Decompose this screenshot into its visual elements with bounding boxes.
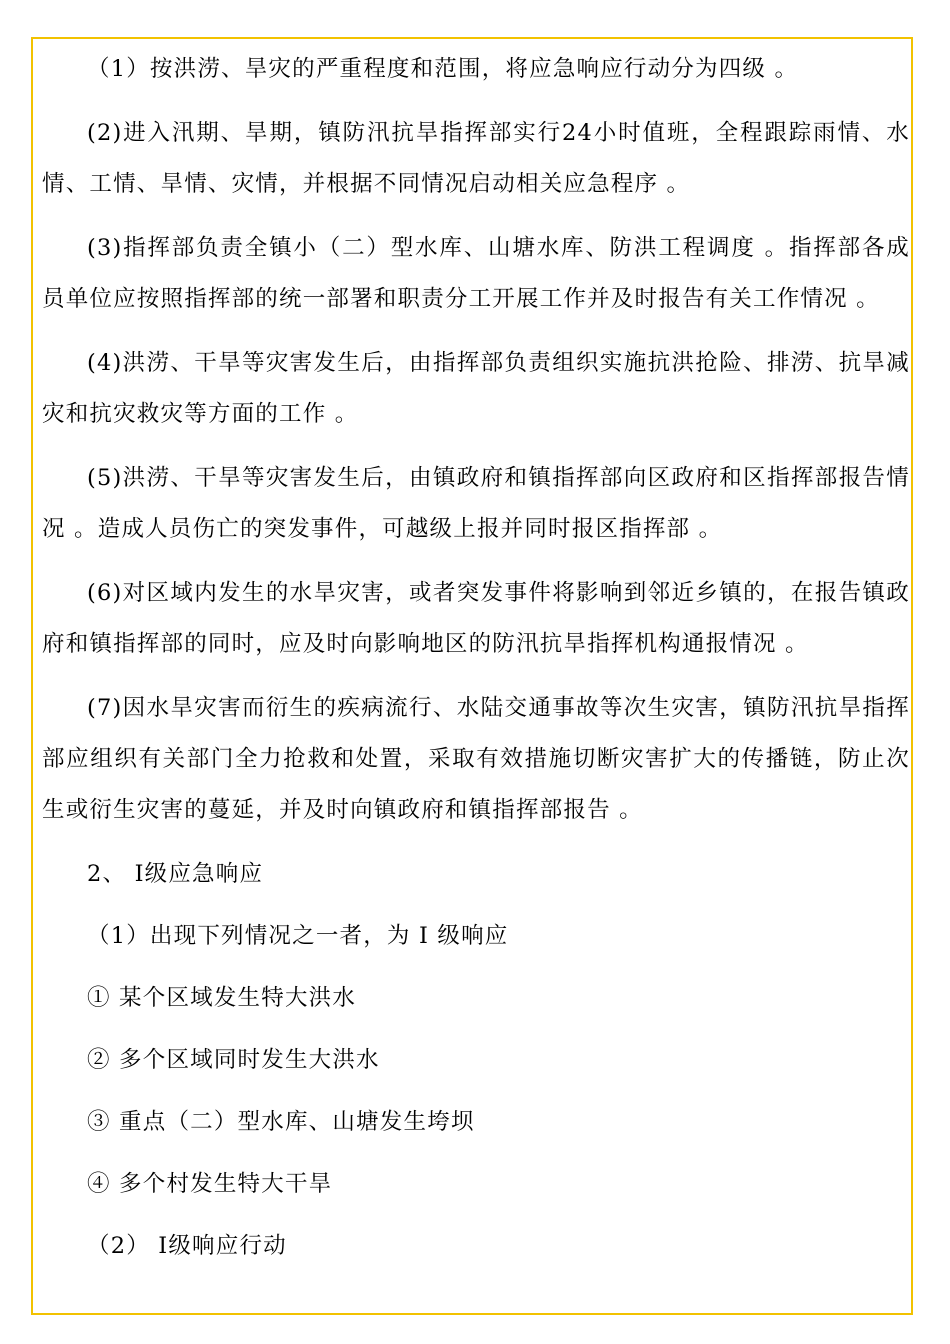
condition-item: ① 某个区域发生特大洪水 xyxy=(87,985,357,1011)
sub-heading-actions: （2） I级响应行动 xyxy=(87,1233,287,1259)
paragraph-7: (7)因水旱灾害而衍生的疾病流行、水陆交通事故等次生灾害，镇防汛抗旱指挥部应组织有关部门全力抢救和处置，采取有效措施切断灾害扩大的传播链，防止次生或衍生灾害的蔓延，并及时向镇政府和镇指挥部报告 。 xyxy=(42,695,910,823)
paragraph-4: (4)洪涝、干旱等灾害发生后，由指挥部负责组织实施抗洪抢险、排涝、抗旱减灾和抗灾救灾等方面的工作 。 xyxy=(42,350,910,427)
condition-item: ③ 重点（二）型水库、山塘发生垮坝 xyxy=(87,1109,475,1135)
condition-item: ② 多个区域同时发生大洪水 xyxy=(87,1047,380,1073)
condition-item: ④ 多个村发生特大干旱 xyxy=(87,1171,333,1197)
sub-heading-conditions: （1）出现下列情况之一者，为 I 级响应 xyxy=(87,923,509,949)
paragraph-5: (5)洪涝、干旱等灾害发生后，由镇政府和镇指挥部向区政府和区指挥部报告情况 。造成人员伤亡的突发事件，可越级上报并同时报区指挥部 。 xyxy=(42,465,910,542)
document-body xyxy=(42,44,910,1283)
paragraph-3: (3)指挥部负责全镇小（二）型水库、山塘水库、防洪工程调度 。指挥部各成员单位应按照指挥部的统一部署和职责分工开展工作并及时报告有关工作情况 。 xyxy=(42,235,910,312)
paragraph-2: (2)进入汛期、旱期，镇防汛抗旱指挥部实行24小时值班，全程跟踪雨情、水情、工情、旱情、灾情，并根据不同情况启动相关应急程序 。 xyxy=(42,120,910,197)
paragraph-1: （1）按洪涝、旱灾的严重程度和范围，将应急响应行动分为四级 。 xyxy=(87,56,799,82)
paragraph-6: (6)对区域内发生的水旱灾害，或者突发事件将影响到邻近乡镇的，在报告镇政府和镇指挥部的同时，应及时向影响地区的防汛抗旱指挥机构通报情况 。 xyxy=(42,580,910,657)
section-heading: 2、 I级应急响应 xyxy=(87,861,264,887)
